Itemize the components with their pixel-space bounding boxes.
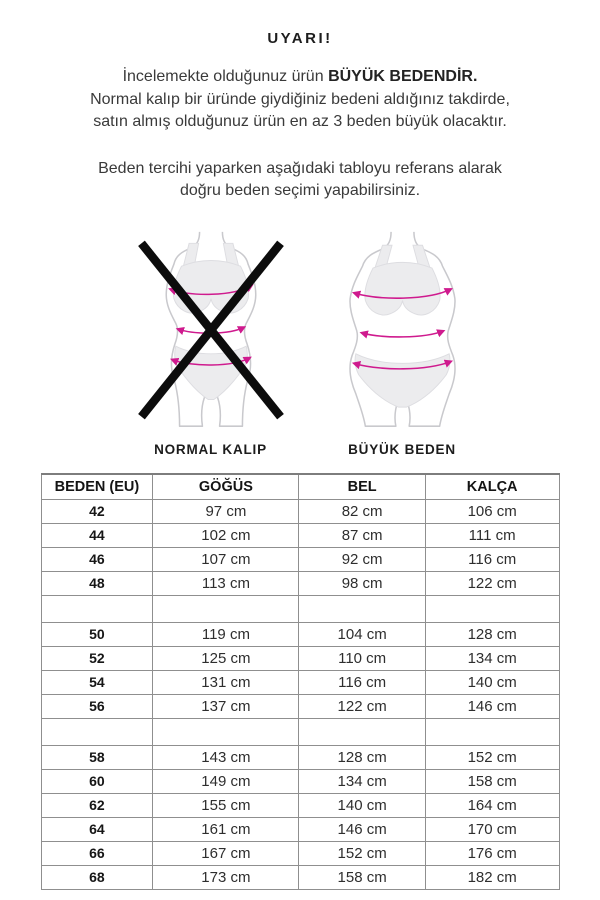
plus-body-outline — [349, 231, 454, 425]
table-spacer-row — [41, 595, 559, 622]
table-row — [41, 547, 559, 571]
empty-cell — [299, 718, 425, 745]
figure-label-plus: BÜYÜK BEDEN — [348, 441, 456, 457]
waist-cell: 152 cm — [299, 841, 425, 865]
size-cell: 68 — [41, 865, 153, 889]
waist-cell: 122 cm — [299, 694, 425, 718]
plus-size-silhouette-icon — [330, 230, 475, 430]
chest-cell: 137 cm — [153, 694, 299, 718]
size-cell: 66 — [41, 841, 153, 865]
chest-cell: 119 cm — [153, 622, 299, 646]
waist-cell: 87 cm — [299, 523, 425, 547]
header-hip: KALÇA — [425, 474, 559, 500]
hip-cell: 182 cm — [425, 865, 559, 889]
empty-cell — [153, 718, 299, 745]
table-row — [41, 523, 559, 547]
size-cell: 62 — [41, 793, 153, 817]
size-cell: 60 — [41, 769, 153, 793]
intro-line1-normal: İncelemekte olduğunuz ürün — [122, 68, 324, 85]
size-cell: 58 — [41, 745, 153, 769]
waist-cell: 92 cm — [299, 547, 425, 571]
chest-cell: 155 cm — [153, 793, 299, 817]
hip-cell: 140 cm — [425, 670, 559, 694]
hip-cell: 170 cm — [425, 817, 559, 841]
waist-cell: 140 cm — [299, 793, 425, 817]
intro-line2: Normal kalıp bir üründe giydiğiniz bedeni aldığınız takdirde, — [90, 90, 510, 108]
table-row — [41, 793, 559, 817]
instruction-line2: doğru beden seçimi yapabilirsiniz. — [179, 182, 421, 199]
table-row — [41, 622, 559, 646]
intro-paragraph — [0, 66, 600, 134]
hip-cell: 152 cm — [425, 745, 559, 769]
table-row — [41, 571, 559, 595]
table-row — [41, 769, 559, 793]
chest-cell: 97 cm — [153, 499, 299, 523]
hip-cell: 122 cm — [425, 571, 559, 595]
hip-cell: 134 cm — [425, 646, 559, 670]
table-row — [41, 670, 559, 694]
size-cell: 46 — [41, 547, 153, 571]
size-table — [41, 473, 560, 890]
header-size: BEDEN (EU) — [41, 474, 153, 500]
page-title: UYARI! — [267, 30, 333, 47]
size-cell: 44 — [41, 523, 153, 547]
size-comparison-figures — [0, 230, 600, 457]
waist-cell: 110 cm — [299, 646, 425, 670]
size-cell: 50 — [41, 622, 153, 646]
size-cell: 48 — [41, 571, 153, 595]
chest-cell: 107 cm — [153, 547, 299, 571]
table-row — [41, 865, 559, 889]
size-cell: 54 — [41, 670, 153, 694]
waist-cell: 134 cm — [299, 769, 425, 793]
waist-cell: 116 cm — [299, 670, 425, 694]
waist-cell: 146 cm — [299, 817, 425, 841]
hip-cell: 176 cm — [425, 841, 559, 865]
hip-cell: 116 cm — [425, 547, 559, 571]
hip-cell: 106 cm — [425, 499, 559, 523]
table-row — [41, 646, 559, 670]
instruction-line1: Beden tercihi yaparken aşağıdaki tabloyu referans alarak — [98, 159, 502, 177]
header-waist: BEL — [299, 474, 425, 500]
table-spacer-row — [41, 718, 559, 745]
table-row — [41, 841, 559, 865]
size-cell: 56 — [41, 694, 153, 718]
hip-cell: 111 cm — [425, 523, 559, 547]
waist-cell: 104 cm — [299, 622, 425, 646]
hip-cell: 158 cm — [425, 769, 559, 793]
empty-cell — [153, 595, 299, 622]
figure-normal-fit — [126, 230, 296, 457]
waist-cell: 98 cm — [299, 571, 425, 595]
waist-cell: 158 cm — [299, 865, 425, 889]
table-header-row — [41, 474, 559, 500]
chest-cell: 125 cm — [153, 646, 299, 670]
size-cell: 52 — [41, 646, 153, 670]
figure-plus-size — [330, 230, 475, 457]
table-row — [41, 694, 559, 718]
hip-cell: 164 cm — [425, 793, 559, 817]
empty-cell — [41, 718, 153, 745]
chest-cell: 161 cm — [153, 817, 299, 841]
table-row — [41, 745, 559, 769]
chest-cell: 167 cm — [153, 841, 299, 865]
table-row — [41, 499, 559, 523]
empty-cell — [41, 595, 153, 622]
empty-cell — [425, 718, 559, 745]
intro-line3: satın almış olduğunuz ürün en az 3 beden büyük olacaktır. — [93, 113, 507, 130]
normal-fit-silhouette-icon — [126, 230, 296, 430]
chest-cell: 131 cm — [153, 670, 299, 694]
waist-cell: 128 cm — [299, 745, 425, 769]
hip-cell: 128 cm — [425, 622, 559, 646]
table-row — [41, 817, 559, 841]
size-cell: 64 — [41, 817, 153, 841]
chest-cell: 149 cm — [153, 769, 299, 793]
instruction-paragraph — [0, 158, 600, 203]
hip-cell: 146 cm — [425, 694, 559, 718]
chest-cell: 113 cm — [153, 571, 299, 595]
figure-label-normal: NORMAL KALIP — [154, 441, 267, 457]
intro-line1-bold: BÜYÜK BEDENDİR. — [328, 68, 478, 85]
empty-cell — [425, 595, 559, 622]
empty-cell — [299, 595, 425, 622]
waist-cell: 82 cm — [299, 499, 425, 523]
chest-cell: 143 cm — [153, 745, 299, 769]
size-cell: 42 — [41, 499, 153, 523]
chest-cell: 173 cm — [153, 865, 299, 889]
header-chest: GÖĞÜS — [153, 474, 299, 500]
chest-cell: 102 cm — [153, 523, 299, 547]
